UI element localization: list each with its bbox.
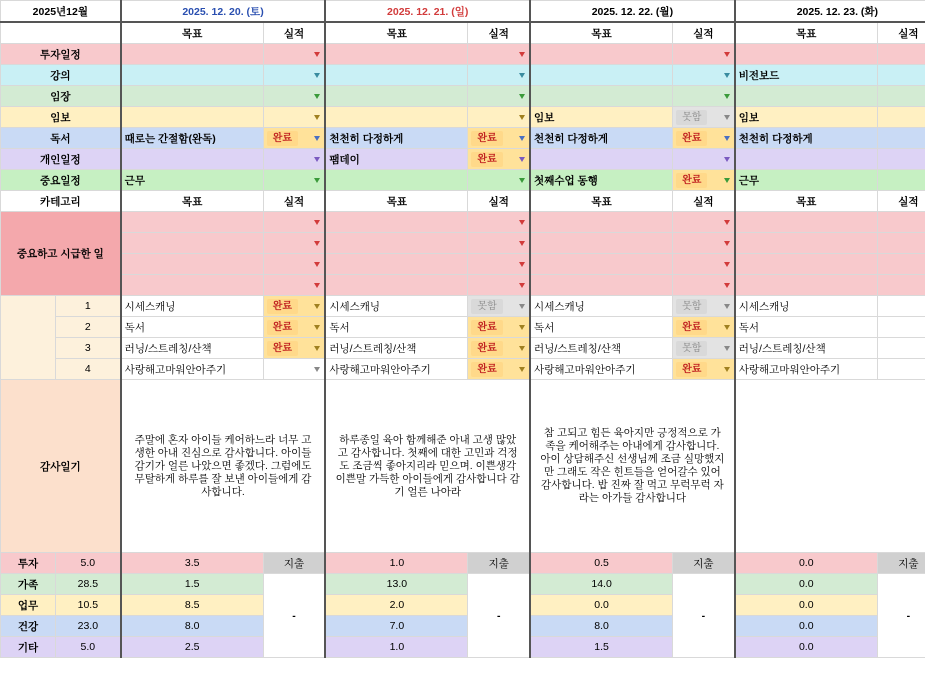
dropdown-arrow-icon[interactable] bbox=[519, 325, 525, 330]
dropdown-arrow-icon[interactable] bbox=[724, 325, 730, 330]
routine-actual-dropdown[interactable] bbox=[468, 338, 530, 359]
actual-dropdown[interactable] bbox=[877, 44, 925, 65]
routine-number: 2 bbox=[55, 317, 120, 338]
cell-text: 천천히 다정하게 bbox=[534, 132, 608, 145]
urgent-actual-dropdown[interactable] bbox=[877, 233, 925, 254]
routine-actual-dropdown[interactable] bbox=[468, 296, 530, 317]
schedule-category-label: 임장 bbox=[1, 86, 121, 107]
actual-header: 실적 bbox=[468, 22, 530, 44]
summary-value: 0.0 bbox=[735, 553, 878, 574]
cell-text: 근무 bbox=[124, 174, 145, 187]
actual-dropdown[interactable] bbox=[468, 128, 530, 149]
actual-dropdown[interactable] bbox=[263, 170, 325, 191]
schedule-category-label: 독서 bbox=[1, 128, 121, 149]
goal-cell[interactable] bbox=[325, 86, 468, 107]
goal-header: 목표 bbox=[325, 22, 468, 44]
summary-total: 10.5 bbox=[55, 595, 120, 616]
goal-cell[interactable] bbox=[121, 65, 264, 86]
urgent-goal-cell[interactable] bbox=[735, 212, 878, 233]
routine-goal-cell[interactable] bbox=[735, 359, 878, 380]
status-chip: 완료 bbox=[267, 299, 298, 314]
goal-cell[interactable] bbox=[735, 128, 878, 149]
date-header: 2025. 12. 23. (화) bbox=[735, 1, 925, 23]
routine-goal-cell[interactable] bbox=[121, 338, 264, 359]
dropdown-arrow-icon[interactable] bbox=[314, 325, 320, 330]
cell-text: 임보 bbox=[534, 111, 555, 124]
routine-actual-dropdown[interactable] bbox=[468, 317, 530, 338]
schedule-category-label: 중요일정 bbox=[1, 170, 121, 191]
schedule-category-label: 강의 bbox=[1, 65, 121, 86]
summary-value: 0.0 bbox=[735, 616, 878, 637]
dropdown-arrow-icon[interactable] bbox=[724, 52, 730, 57]
dropdown-arrow-icon[interactable] bbox=[724, 262, 730, 267]
date-header: 2025. 12. 21. (일) bbox=[325, 1, 530, 23]
goal-header: 목표 bbox=[121, 22, 264, 44]
goal-header: 목표 bbox=[530, 22, 673, 44]
actual-dropdown[interactable] bbox=[673, 65, 735, 86]
status-chip: 완료 bbox=[471, 131, 502, 146]
goal-cell[interactable] bbox=[735, 86, 878, 107]
status-chip: 완료 bbox=[267, 131, 298, 146]
actual-dropdown[interactable] bbox=[877, 170, 925, 191]
urgent-goal-cell[interactable] bbox=[530, 275, 673, 296]
dropdown-arrow-icon[interactable] bbox=[519, 262, 525, 267]
goal-cell[interactable] bbox=[735, 149, 878, 170]
actual-dropdown[interactable] bbox=[468, 86, 530, 107]
dropdown-arrow-icon[interactable] bbox=[724, 283, 730, 288]
goal-header: 목표 bbox=[735, 191, 878, 212]
actual-dropdown[interactable] bbox=[263, 44, 325, 65]
dropdown-arrow-icon[interactable] bbox=[314, 178, 320, 183]
actual-dropdown[interactable] bbox=[263, 86, 325, 107]
urgent-goal-cell[interactable] bbox=[325, 275, 468, 296]
cell-text: 독서 bbox=[124, 321, 145, 334]
dropdown-arrow-icon[interactable] bbox=[314, 241, 320, 246]
dropdown-arrow-icon[interactable] bbox=[519, 115, 525, 120]
summary-value: 1.0 bbox=[325, 553, 468, 574]
dropdown-arrow-icon[interactable] bbox=[314, 52, 320, 57]
summary-value: 8.0 bbox=[121, 616, 264, 637]
schedule-category-label: 개인일정 bbox=[1, 149, 121, 170]
routine-goal-cell[interactable] bbox=[325, 296, 468, 317]
routine-actual-dropdown[interactable] bbox=[263, 338, 325, 359]
status-chip: 완료 bbox=[676, 362, 707, 377]
goal-header: 목표 bbox=[121, 191, 264, 212]
dropdown-arrow-icon[interactable] bbox=[519, 304, 525, 309]
status-chip: 못함 bbox=[471, 299, 502, 314]
expense-header: 지출 bbox=[877, 553, 925, 574]
dropdown-arrow-icon[interactable] bbox=[314, 73, 320, 78]
actual-dropdown[interactable] bbox=[263, 128, 325, 149]
expense-value: - bbox=[877, 574, 925, 658]
goal-header: 목표 bbox=[325, 191, 468, 212]
summary-value: 8.0 bbox=[530, 616, 673, 637]
routine-goal-cell[interactable] bbox=[735, 317, 878, 338]
summary-total: 28.5 bbox=[55, 574, 120, 595]
cell-text: 때로는 간절함(완독) bbox=[124, 132, 216, 145]
goal-cell[interactable] bbox=[530, 170, 673, 191]
goal-cell[interactable] bbox=[735, 65, 878, 86]
dropdown-arrow-icon[interactable] bbox=[724, 346, 730, 351]
routine-goal-cell[interactable] bbox=[530, 338, 673, 359]
dropdown-arrow-icon[interactable] bbox=[724, 115, 730, 120]
routine-actual-dropdown[interactable] bbox=[877, 359, 925, 380]
dropdown-arrow-icon[interactable] bbox=[519, 157, 525, 162]
cell-text: 사랑해고마워안아주기 bbox=[124, 363, 227, 376]
urgent-actual-dropdown[interactable] bbox=[673, 275, 735, 296]
urgent-goal-cell[interactable] bbox=[530, 254, 673, 275]
urgent-actual-dropdown[interactable] bbox=[263, 254, 325, 275]
routine-actual-dropdown[interactable] bbox=[468, 359, 530, 380]
expense-header: 지출 bbox=[263, 553, 325, 574]
goal-cell[interactable] bbox=[121, 149, 264, 170]
urgent-goal-cell[interactable] bbox=[121, 254, 264, 275]
category-header: 카테고리 bbox=[1, 191, 121, 212]
status-chip: 완료 bbox=[676, 173, 707, 188]
goal-cell[interactable] bbox=[325, 107, 468, 128]
urgent-actual-dropdown[interactable] bbox=[673, 233, 735, 254]
cell-text: 시세스캐닝 bbox=[124, 300, 176, 313]
dropdown-arrow-icon[interactable] bbox=[314, 115, 320, 120]
goal-cell[interactable] bbox=[325, 170, 468, 191]
actual-dropdown[interactable] bbox=[673, 170, 735, 191]
status-chip: 완료 bbox=[267, 341, 298, 356]
status-chip: 못함 bbox=[676, 110, 707, 125]
dropdown-arrow-icon[interactable] bbox=[519, 52, 525, 57]
urgent-goal-cell[interactable] bbox=[121, 233, 264, 254]
cell-text: 팸데이 bbox=[329, 153, 360, 166]
dropdown-arrow-icon[interactable] bbox=[519, 367, 525, 372]
goal-cell[interactable] bbox=[325, 128, 468, 149]
summary-value: 0.0 bbox=[735, 574, 878, 595]
dropdown-arrow-icon[interactable] bbox=[314, 346, 320, 351]
dropdown-arrow-icon[interactable] bbox=[314, 283, 320, 288]
gratitude-diary-entry[interactable]: 참 고되고 힘든 육아지만 긍정적으로 가족을 케어해주는 아내에게 감사합니다. 아이 상담해주신 선생님께 조금 실망했지만 그래도 작은 힌트들을 얻어갈수 있어 감사합니다. 밥 진짜 잘 먹고 무럭무럭 자라는 아가들 감사합니다 bbox=[530, 380, 735, 553]
schedule-category-label: 임보 bbox=[1, 107, 121, 128]
actual-header: 실적 bbox=[877, 22, 925, 44]
cell-text: 천천히 다정하게 bbox=[329, 132, 404, 145]
cell-text: 독서 bbox=[329, 321, 350, 334]
routine-goal-cell[interactable] bbox=[121, 359, 264, 380]
urgent-actual-dropdown[interactable] bbox=[468, 212, 530, 233]
actual-dropdown[interactable] bbox=[673, 86, 735, 107]
cell-text: 러닝/스트레칭/산책 bbox=[329, 342, 417, 355]
urgent-actual-dropdown[interactable] bbox=[263, 233, 325, 254]
actual-dropdown[interactable] bbox=[877, 86, 925, 107]
actual-dropdown[interactable] bbox=[263, 65, 325, 86]
goal-cell[interactable] bbox=[325, 149, 468, 170]
actual-header: 실적 bbox=[673, 22, 735, 44]
routine-actual-dropdown[interactable] bbox=[263, 317, 325, 338]
dropdown-arrow-icon[interactable] bbox=[724, 220, 730, 225]
gratitude-diary-entry[interactable]: 하루종일 육아 함께해준 아내 고생 많았고 감사합니다. 첫째에 대한 고민과 걱정도 조금씩 좋아지리라 믿으며. 이쁜생각 이쁜말 가득한 아이들에게 감사합니다 감기 얼른 나아라 bbox=[325, 380, 530, 553]
dropdown-arrow-icon[interactable] bbox=[519, 220, 525, 225]
actual-header: 실적 bbox=[673, 191, 735, 212]
dropdown-arrow-icon[interactable] bbox=[519, 241, 525, 246]
routine-goal-cell[interactable] bbox=[325, 359, 468, 380]
dropdown-arrow-icon[interactable] bbox=[724, 73, 730, 78]
goal-cell[interactable] bbox=[530, 149, 673, 170]
status-chip: 못함 bbox=[676, 341, 707, 356]
routine-goal-cell[interactable] bbox=[530, 317, 673, 338]
summary-value: 2.0 bbox=[325, 595, 468, 616]
urgent-actual-dropdown[interactable] bbox=[877, 254, 925, 275]
summary-value: 13.0 bbox=[325, 574, 468, 595]
actual-dropdown[interactable] bbox=[468, 149, 530, 170]
routine-actual-dropdown[interactable] bbox=[673, 296, 735, 317]
routine-number: 4 bbox=[55, 359, 120, 380]
diary-label: 감사일기 bbox=[1, 380, 121, 553]
cell-text: 러닝/스트레칭/산책 bbox=[124, 342, 212, 355]
summary-label: 투자 bbox=[1, 553, 56, 574]
status-chip: 못함 bbox=[676, 299, 707, 314]
dropdown-arrow-icon[interactable] bbox=[519, 94, 525, 99]
actual-dropdown[interactable] bbox=[877, 65, 925, 86]
summary-value: 7.0 bbox=[325, 616, 468, 637]
urgent-actual-dropdown[interactable] bbox=[468, 275, 530, 296]
cell-text: 시세스캐닝 bbox=[534, 300, 585, 313]
routine-actual-dropdown[interactable] bbox=[673, 317, 735, 338]
dropdown-arrow-icon[interactable] bbox=[314, 136, 320, 141]
summary-value: 1.5 bbox=[121, 574, 264, 595]
goal-cell[interactable] bbox=[325, 65, 468, 86]
dropdown-arrow-icon[interactable] bbox=[724, 136, 730, 141]
actual-dropdown[interactable] bbox=[673, 107, 735, 128]
cell-text: 시세스캐닝 bbox=[329, 300, 381, 313]
summary-value: 0.0 bbox=[735, 595, 878, 616]
expense-value: - bbox=[468, 574, 530, 658]
goal-cell[interactable] bbox=[530, 107, 673, 128]
summary-total: 5.0 bbox=[55, 553, 120, 574]
date-header: 2025. 12. 22. (월) bbox=[530, 1, 735, 23]
goal-header: 목표 bbox=[735, 22, 878, 44]
dropdown-arrow-icon[interactable] bbox=[314, 304, 320, 309]
summary-total: 23.0 bbox=[55, 616, 120, 637]
goal-cell[interactable] bbox=[530, 86, 673, 107]
cell-text: 근무 bbox=[738, 174, 760, 187]
status-chip: 완료 bbox=[471, 320, 502, 335]
summary-label: 가족 bbox=[1, 574, 56, 595]
routine-number: 1 bbox=[55, 296, 120, 317]
urgent-goal-cell[interactable] bbox=[735, 275, 878, 296]
status-chip: 완료 bbox=[471, 362, 502, 377]
summary-value: 14.0 bbox=[530, 574, 673, 595]
goal-cell[interactable] bbox=[325, 44, 468, 65]
status-chip: 완료 bbox=[676, 131, 707, 146]
cell-text: 사랑해고마워안아주기 bbox=[329, 363, 431, 376]
actual-dropdown[interactable] bbox=[877, 107, 925, 128]
goal-cell[interactable] bbox=[735, 107, 878, 128]
summary-value: 0.0 bbox=[530, 595, 673, 616]
routine-goal-cell[interactable] bbox=[121, 317, 264, 338]
dropdown-arrow-icon[interactable] bbox=[314, 94, 320, 99]
routine-actual-dropdown[interactable] bbox=[263, 296, 325, 317]
routine-goal-cell[interactable] bbox=[530, 296, 673, 317]
urgent-label: 중요하고 시급한 일 bbox=[1, 212, 121, 296]
actual-dropdown[interactable] bbox=[673, 128, 735, 149]
goal-cell[interactable] bbox=[121, 86, 264, 107]
urgent-goal-cell[interactable] bbox=[735, 233, 878, 254]
summary-total: 5.0 bbox=[55, 637, 120, 658]
summary-value: 3.5 bbox=[121, 553, 264, 574]
actual-dropdown[interactable] bbox=[468, 65, 530, 86]
routine-goal-cell[interactable] bbox=[121, 296, 264, 317]
status-chip: 완료 bbox=[676, 320, 707, 335]
urgent-actual-dropdown[interactable] bbox=[877, 275, 925, 296]
status-chip: 완료 bbox=[471, 341, 502, 356]
routine-actual-dropdown[interactable] bbox=[877, 296, 925, 317]
routine-goal-cell[interactable] bbox=[325, 317, 468, 338]
goal-header: 목표 bbox=[530, 191, 673, 212]
actual-dropdown[interactable] bbox=[877, 128, 925, 149]
cell-text: 첫째수업 동행 bbox=[534, 174, 598, 187]
cell-text: 사랑해고마워안아주기 bbox=[738, 363, 841, 376]
dropdown-arrow-icon[interactable] bbox=[724, 178, 730, 183]
goal-cell[interactable] bbox=[530, 44, 673, 65]
dropdown-arrow-icon[interactable] bbox=[314, 157, 320, 162]
cell-text: 러닝/스트레칭/산책 bbox=[738, 342, 826, 355]
actual-header: 실적 bbox=[877, 191, 925, 212]
dropdown-arrow-icon[interactable] bbox=[519, 73, 525, 78]
goal-cell[interactable] bbox=[735, 44, 878, 65]
date-header: 2025. 12. 20. (토) bbox=[121, 1, 326, 23]
dropdown-arrow-icon[interactable] bbox=[724, 304, 730, 309]
goal-cell[interactable] bbox=[530, 65, 673, 86]
routine-label bbox=[1, 296, 56, 380]
actual-dropdown[interactable] bbox=[468, 107, 530, 128]
cell-text: 독서 bbox=[534, 321, 555, 334]
urgent-goal-cell[interactable] bbox=[735, 254, 878, 275]
gratitude-diary-entry[interactable]: 주말에 혼자 아이들 케어하느라 너무 고생한 아내 진심으로 감사합니다. 아이들 감기가 얼른 나았으면 좋겠다. 그럼에도 무탈하게 하루를 잘 보낸 아이들에게 감사합니다. bbox=[121, 380, 326, 553]
routine-actual-dropdown[interactable] bbox=[263, 359, 325, 380]
actual-header: 실적 bbox=[468, 191, 530, 212]
urgent-actual-dropdown[interactable] bbox=[673, 212, 735, 233]
actual-header: 실적 bbox=[263, 22, 325, 44]
goal-cell[interactable] bbox=[121, 170, 264, 191]
month-label: 2025년12월 bbox=[1, 1, 121, 23]
routine-goal-cell[interactable] bbox=[735, 338, 878, 359]
actual-dropdown[interactable] bbox=[263, 149, 325, 170]
urgent-actual-dropdown[interactable] bbox=[468, 233, 530, 254]
urgent-actual-dropdown[interactable] bbox=[673, 254, 735, 275]
status-chip: 완료 bbox=[471, 152, 502, 167]
dropdown-arrow-icon[interactable] bbox=[724, 157, 730, 162]
actual-dropdown[interactable] bbox=[877, 149, 925, 170]
summary-label: 업무 bbox=[1, 595, 56, 616]
goal-cell[interactable] bbox=[121, 44, 264, 65]
summary-label: 건강 bbox=[1, 616, 56, 637]
blank-header bbox=[1, 22, 121, 44]
urgent-actual-dropdown[interactable] bbox=[263, 275, 325, 296]
cell-text: 천천히 다정하게 bbox=[738, 132, 813, 145]
dropdown-arrow-icon[interactable] bbox=[314, 220, 320, 225]
urgent-goal-cell[interactable] bbox=[325, 233, 468, 254]
cell-text: 독서 bbox=[738, 321, 760, 334]
goal-cell[interactable] bbox=[530, 128, 673, 149]
dropdown-arrow-icon[interactable] bbox=[724, 367, 730, 372]
status-chip: 완료 bbox=[267, 320, 298, 335]
dropdown-arrow-icon[interactable] bbox=[314, 262, 320, 267]
cell-text: 시세스캐닝 bbox=[738, 300, 790, 313]
expense-value: - bbox=[263, 574, 325, 658]
dropdown-arrow-icon[interactable] bbox=[724, 94, 730, 99]
dropdown-arrow-icon[interactable] bbox=[519, 136, 525, 141]
cell-text: 임보 bbox=[738, 111, 760, 124]
routine-goal-cell[interactable] bbox=[325, 338, 468, 359]
expense-header: 지출 bbox=[673, 553, 735, 574]
expense-value: - bbox=[673, 574, 735, 658]
cell-text: 비전보드 bbox=[738, 69, 780, 82]
routine-actual-dropdown[interactable] bbox=[877, 317, 925, 338]
routine-number: 3 bbox=[55, 338, 120, 359]
urgent-goal-cell[interactable] bbox=[325, 254, 468, 275]
goal-cell[interactable] bbox=[121, 107, 264, 128]
summary-value: 2.5 bbox=[121, 637, 264, 658]
cell-text: 사랑해고마워안아주기 bbox=[534, 363, 636, 376]
routine-actual-dropdown[interactable] bbox=[673, 338, 735, 359]
dropdown-arrow-icon[interactable] bbox=[519, 178, 525, 183]
routine-goal-cell[interactable] bbox=[735, 296, 878, 317]
goal-cell[interactable] bbox=[121, 128, 264, 149]
summary-value: 1.0 bbox=[325, 637, 468, 658]
actual-dropdown[interactable] bbox=[468, 44, 530, 65]
actual-dropdown[interactable] bbox=[673, 149, 735, 170]
urgent-goal-cell[interactable] bbox=[530, 233, 673, 254]
urgent-actual-dropdown[interactable] bbox=[263, 212, 325, 233]
actual-dropdown[interactable] bbox=[263, 107, 325, 128]
gratitude-diary-entry[interactable] bbox=[735, 380, 925, 553]
expense-header: 지출 bbox=[468, 553, 530, 574]
actual-header: 실적 bbox=[263, 191, 325, 212]
urgent-actual-dropdown[interactable] bbox=[468, 254, 530, 275]
routine-actual-dropdown[interactable] bbox=[877, 338, 925, 359]
cell-text: 러닝/스트레칭/산책 bbox=[534, 342, 622, 355]
urgent-goal-cell[interactable] bbox=[121, 275, 264, 296]
urgent-actual-dropdown[interactable] bbox=[877, 212, 925, 233]
actual-dropdown[interactable] bbox=[673, 44, 735, 65]
routine-actual-dropdown[interactable] bbox=[673, 359, 735, 380]
summary-value: 8.5 bbox=[121, 595, 264, 616]
urgent-goal-cell[interactable] bbox=[121, 212, 264, 233]
urgent-goal-cell[interactable] bbox=[530, 212, 673, 233]
summary-label: 기타 bbox=[1, 637, 56, 658]
summary-value: 0.0 bbox=[735, 637, 878, 658]
urgent-goal-cell[interactable] bbox=[325, 212, 468, 233]
summary-value: 1.5 bbox=[530, 637, 673, 658]
dropdown-arrow-icon[interactable] bbox=[314, 367, 320, 372]
goal-cell[interactable] bbox=[735, 170, 878, 191]
dropdown-arrow-icon[interactable] bbox=[519, 346, 525, 351]
dropdown-arrow-icon[interactable] bbox=[519, 283, 525, 288]
summary-value: 0.5 bbox=[530, 553, 673, 574]
routine-goal-cell[interactable] bbox=[530, 359, 673, 380]
dropdown-arrow-icon[interactable] bbox=[724, 241, 730, 246]
schedule-category-label: 투자일정 bbox=[1, 44, 121, 65]
actual-dropdown[interactable] bbox=[468, 170, 530, 191]
